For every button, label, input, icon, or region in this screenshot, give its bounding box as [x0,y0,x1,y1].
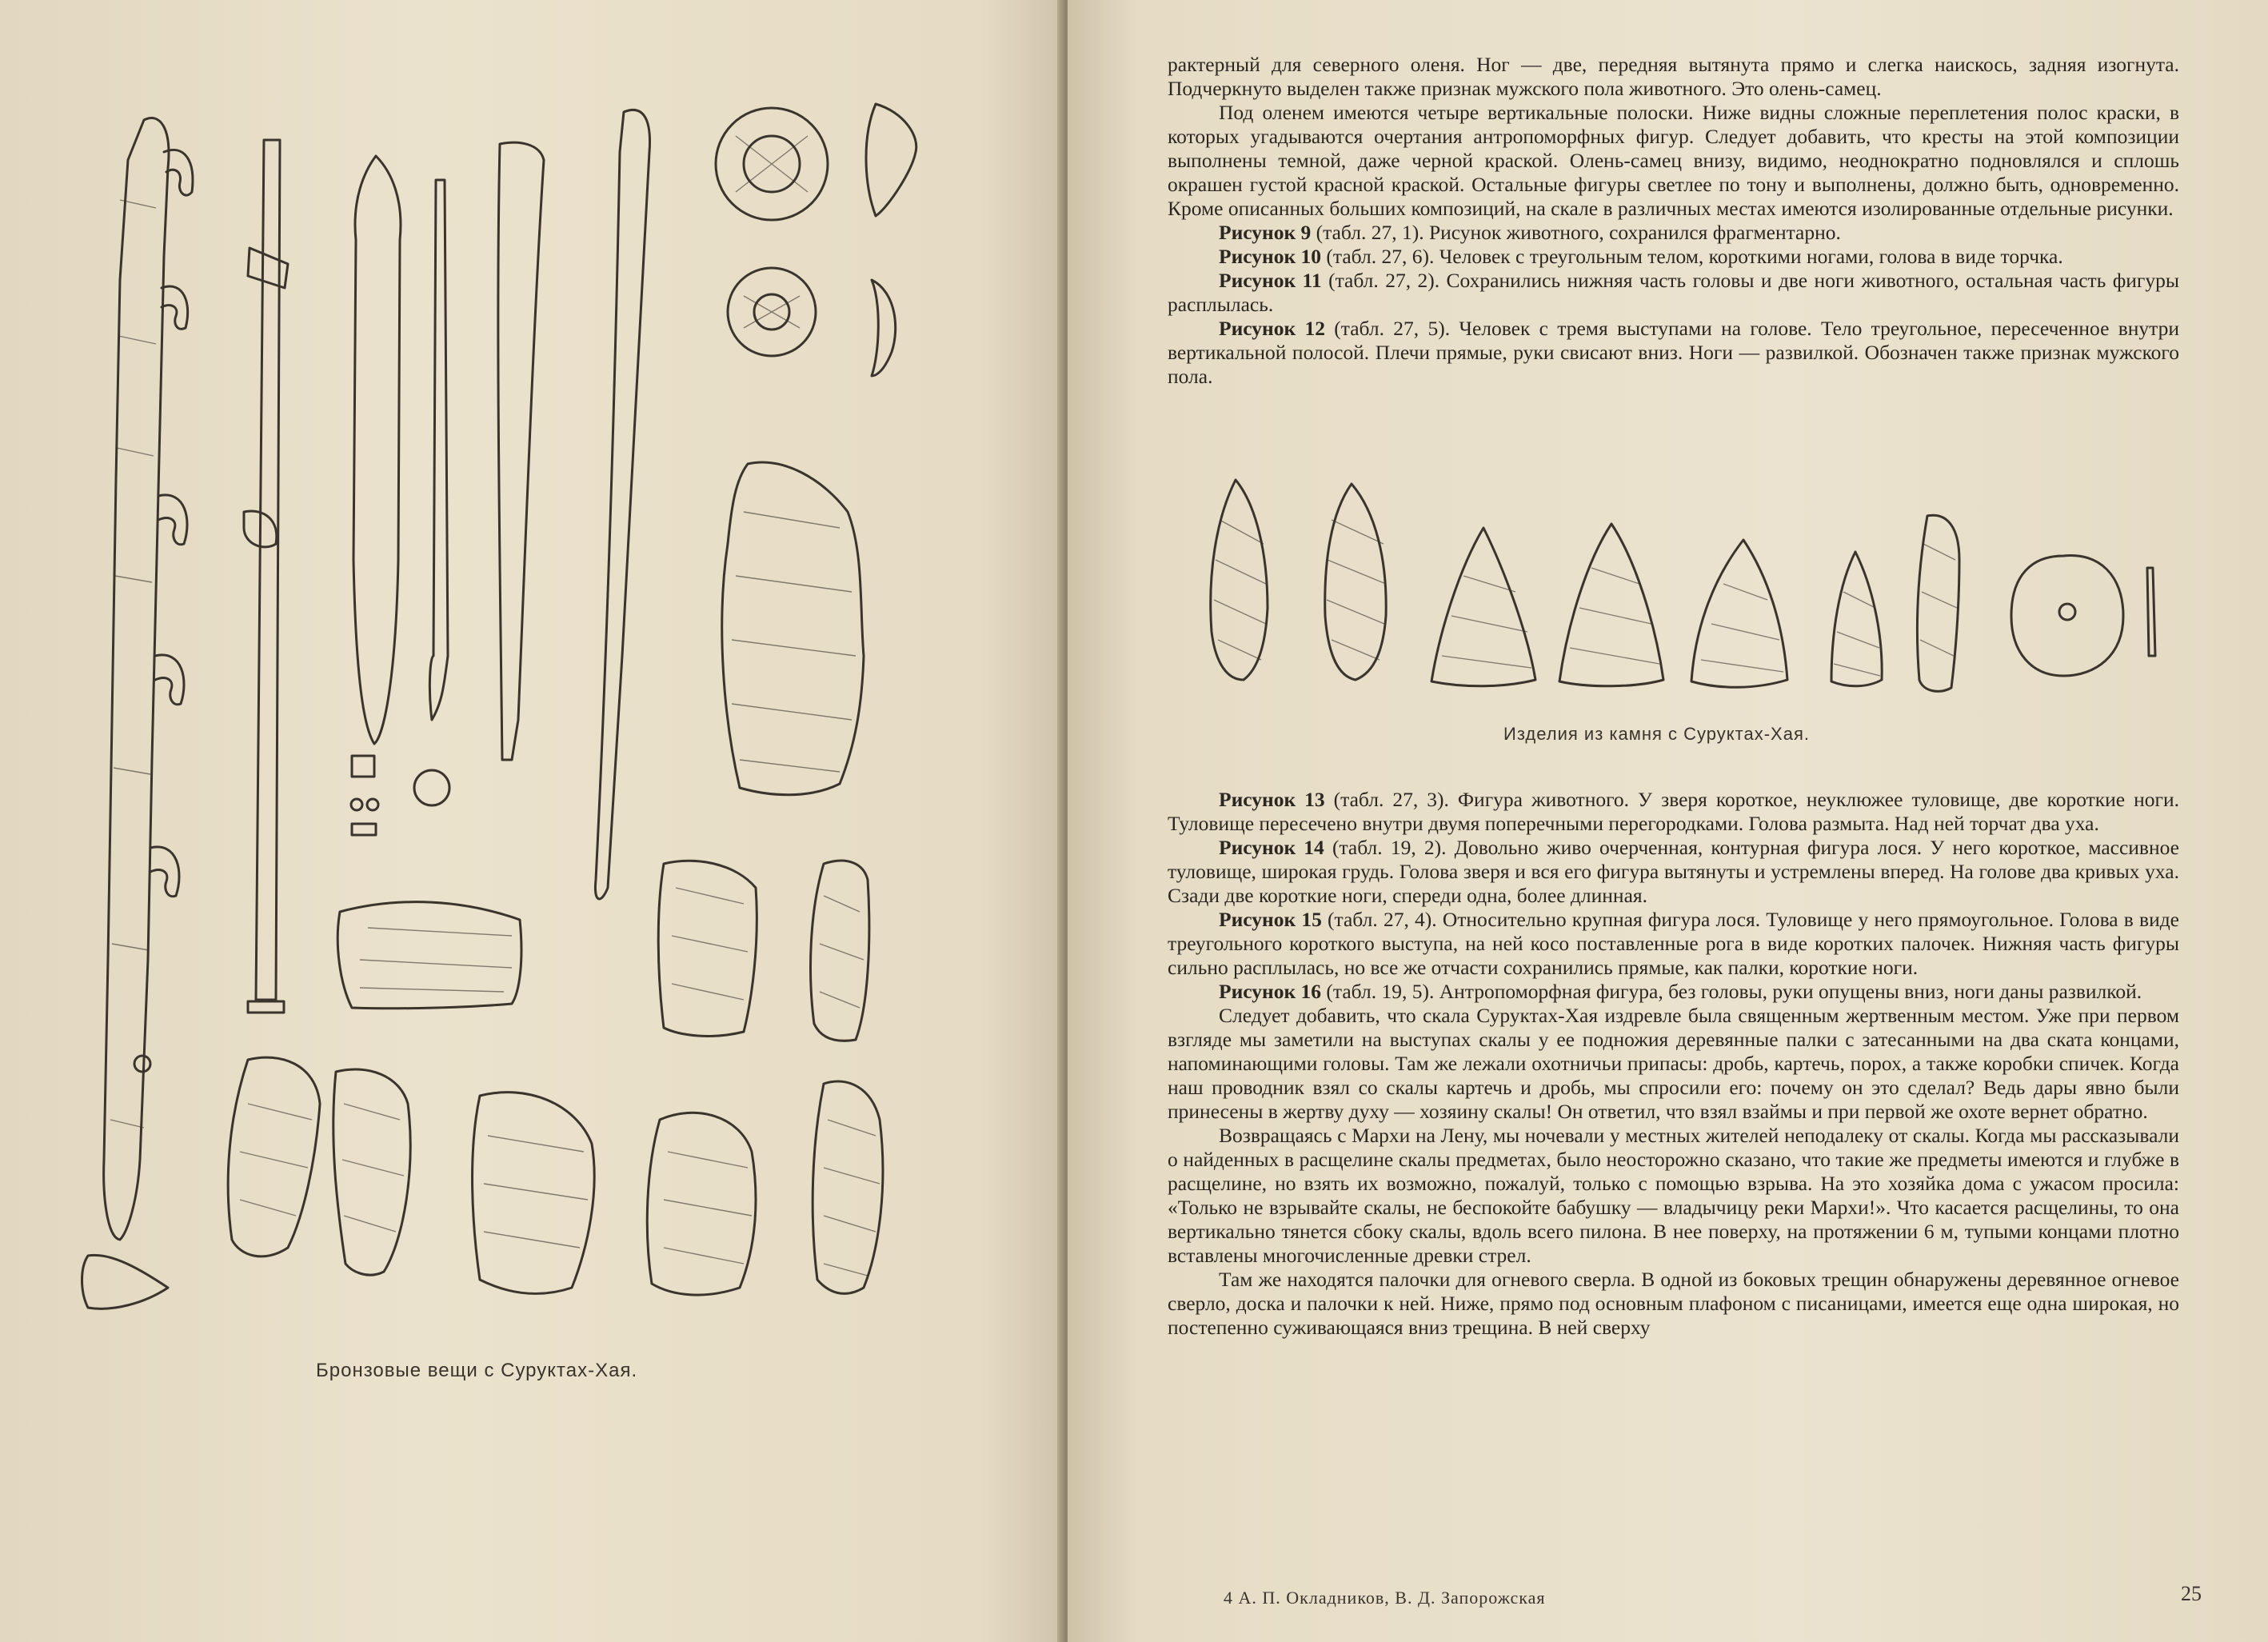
figure-label: Рисунок 9 [1219,221,1312,244]
figure-label: Рисунок 15 [1219,908,1322,931]
paragraph: Там же находятся палочки для огневого сверла. В одной из боковых трещин обнаружены деревянное огневое сверло, доска и палочки к ней. Ниже, прямо под основным плафоном с писаницами, имеется еще одна широкая, но постепенно суживающаяся вниз трещина. В ней сверху [1168,1268,2179,1339]
figure-entry [1168,788,2179,836]
figure-label: Рисунок 13 [1219,788,1325,811]
figure-entry [1168,836,2179,908]
pin-drawing [498,142,544,760]
point-6-drawing [1831,552,1882,686]
paragraph: Возвращаясь с Мархи на Лену, мы ночевали у местных жителей неподалеку от скалы. Когда мы рассказывали о найденных в расщелине скалы предметах, было неосторожно сказано, что такие же предметы имеются и глубже в расщелине, но взять их возможно, пожалуй, только с помощью взрыва. На это хозяйка дома с ужасом просила: «Только не взрывайте скалы, не беспокойте бабушку — владычицу реки Мархи!». Что касается расщелины, то она вертикально тянется сбоку скалы, вдоль всего пилона. В нее поверху, на протяжении 6 м, тупыми концами плотно вставлены многочисленные древки стрел. [1168,1124,2179,1267]
rod-drawing [256,140,280,1000]
point-3-drawing [1431,528,1535,686]
left-page [0,0,1064,1642]
figure-desc: (табл. 19, 2). Довольно живо очерченная, контурная фигура лося. У него короткое, массивное туловище, широкая грудь. Голова зверя и вся его фигура вытянуты и устремлены вперед. На голове два кривых уха. Сзади две короткие ноги, спереди одна, более длинная. [1168,836,2179,907]
page-footer: 4 А. П. Окладников, В. Д. Запорожская [1224,1588,1546,1608]
right-caption: Изделия из камня с Суруктах-Хая. [1503,724,1810,744]
needle-drawing [429,180,448,720]
paragraph: Следует добавить, что скала Суруктах-Хая издревле была священным жертвенным местом. Уже при первом взгляде мы заметили на выступах скалы у ее подножия деревянные палки с затесанными на два ската концами, напоминающими головы. Там же лежали охотничьи припасы: дробь, картечь, порох, а также коробки спичек. Когда наш проводник взял со скалы картечь и дробь, мы спросили его: почему он это сделал? Ведь дары явно были принесены в жертву духу — хозяину скалы! Он ответил, что взял взаймы и при первой же охоте вернет обратно. [1168,1004,2179,1123]
point-drawing [595,110,649,898]
left-caption: Бронзовые вещи с Суруктах-Хая. [316,1360,638,1381]
paragraph: рактерный для северного оленя. Ног — две, передняя вытянута прямо и слегка наискось, задняя изогнута. Подчеркнуто выделен также признак мужского пола животного. Это олень-самец. [1168,53,2179,100]
figure-desc: (табл. 19, 5). Антропоморфная фигура, без головы, руки опущены вниз, ноги даны развилкой. [1321,980,2142,1003]
right-page [1068,0,2268,1642]
paragraph: Под оленем имеются четыре вертикальные полоски. Ниже видны сложные переплетения полос краски, в которых угадываются очертания антропоморфных фигур. Следует добавить, что кресты на этой композиции выполнены темной, даже черной краской. Олень-самец внизу, видимо, неоднократно подновлялся и сплошь окрашен густой красной краской. Остальные фигуры светлее по тону и выполнены, должно быть, одновременно. Кроме описанных больших композиций, на скале в различных местах имеются изолированные отдельные рисунки. [1168,101,2179,220]
awl-drawing [353,156,401,744]
page-number: 25 [2181,1582,2202,1605]
figure-desc: (табл. 27, 1). Рисунок животного, сохранился фрагментарно. [1311,221,1841,244]
figure-label: Рисунок 11 [1219,269,1322,292]
figure-desc: (табл. 27, 6). Человек с треугольным телом, короткими ногами, голова в виде торчка. [1321,245,2063,268]
figure-label: Рисунок 10 [1219,245,1322,268]
figure-desc: (табл. 27, 5). Человек с тремя выступами на голове. Тело треугольное, пересеченное внутри вертикальной полосой. Плечи прямые, руки свисают вниз. Ноги — развилкой. Обозначен также признак мужского пола. [1168,317,2179,388]
figure-desc: (табл. 27, 3). Фигура животного. У зверя короткое, неуклюжее туловище, две короткие ноги. Туловище пересечено внутри двумя поперечными перегородками. Голова размыта. Над ней торчат два уха. [1168,788,2179,835]
figure-label: Рисунок 14 [1219,836,1324,859]
disc-bead-drawing [2011,555,2123,676]
bronze-items-plate [0,0,1064,1642]
figure-desc: (табл. 27, 2). Сохранились нижняя часть головы и две ноги животного, остальная часть фигуры расплылась. [1168,269,2179,316]
figure-entry [1168,980,2179,1004]
bracelet-drawing [337,902,521,1009]
point-2-drawing [1325,484,1386,680]
blade-drawing [1917,515,1959,691]
figure-label: Рисунок 16 [1219,980,1322,1003]
figure-desc: (табл. 27, 4). Относительно крупная фигура лося. Туловище у него прямоугольное. Голова в виде треугольного короткого выступа, на ней косо поставленные рога в виде коротких палочек. Нижняя часть фигуры сильно расплылась, но все же отчасти сохранились прямые, как палки, короткие ноги. [1168,908,2180,979]
flake-drawing [722,462,864,795]
right-text-bottom [1168,788,2179,1340]
figure-entry [1168,908,2179,980]
figure-label: Рисунок 12 [1219,317,1325,340]
